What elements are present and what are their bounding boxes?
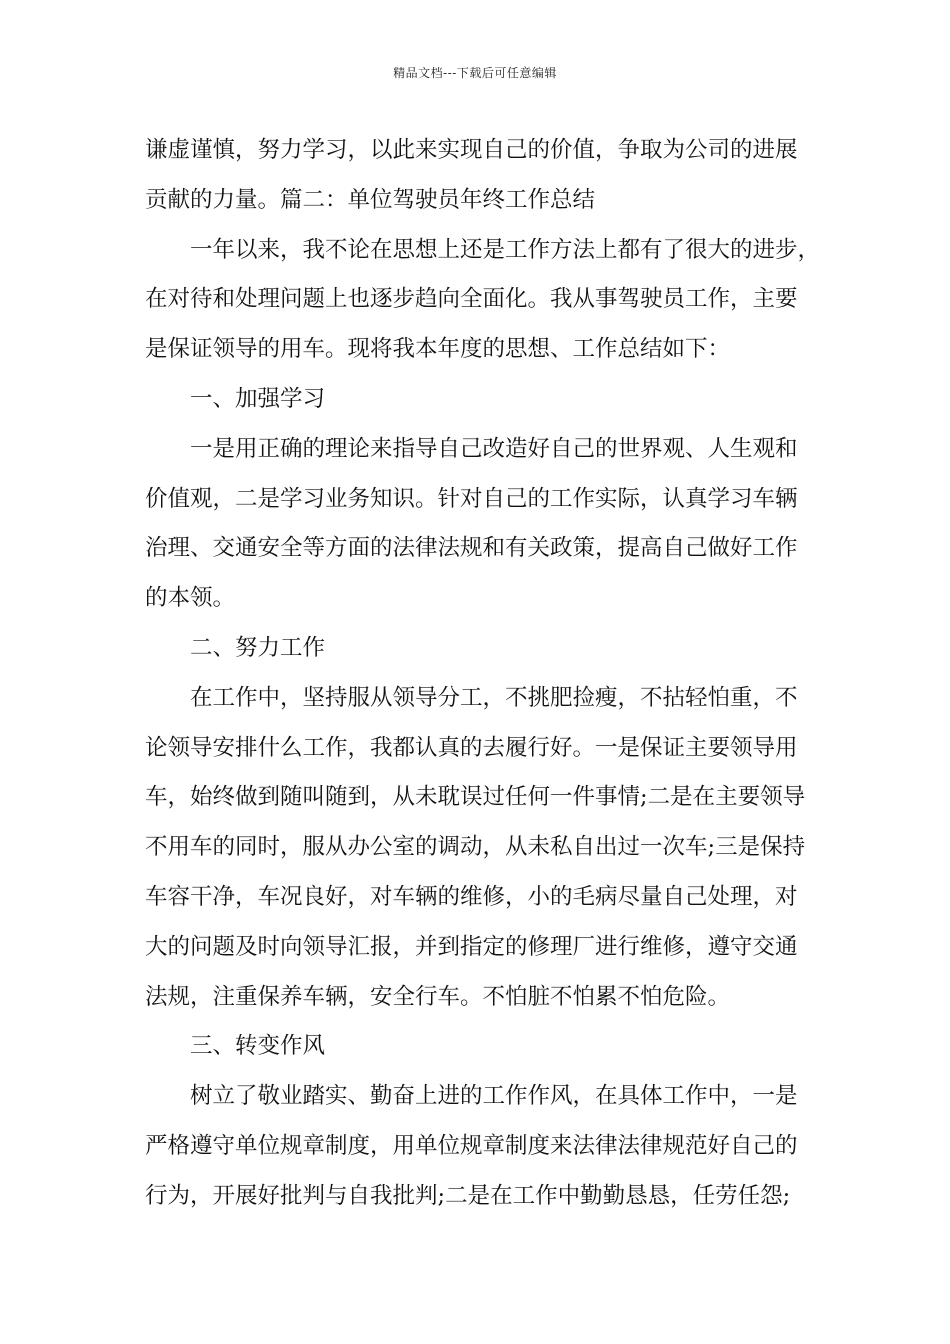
paragraph-start: 一年以来，我不论在思想上还是工作方法上都有了很大的进步，	[190, 236, 821, 263]
text-line: 是保证领导的用车。现将我本年度的思想、工作总结如下：	[145, 336, 731, 363]
text-line: 治理、交通安全等方面的法律法规和有关政策，提高自己做好工作	[145, 535, 798, 562]
text-line: 法规，注重保养车辆，安全行车。不怕脏不怕累不怕危险。	[145, 983, 731, 1010]
text-line: 不用车的同时，服从办公室的调动，从未私自出过一次车;三是保持	[145, 834, 806, 861]
text-line: 价值观，二是学习业务知识。针对自己的工作实际，认真学习车辆	[145, 485, 798, 512]
document-body	[145, 126, 825, 1222]
paragraph-start: 一是用正确的理论来指导自己改造好自己的世界观、人生观和	[190, 435, 798, 462]
text-line: 车容干净，车况良好，对车辆的维修，小的毛病尽量自己处理，对	[145, 883, 798, 910]
section-heading: 一、加强学习	[190, 385, 326, 412]
text-line: 论领导安排什么工作，我都认真的去履行好。一是保证主要领导用	[145, 734, 798, 761]
text-line: 严格遵守单位规章制度，用单位规章制度来法律法律规范好自己的	[145, 1132, 798, 1159]
text-line: 在对待和处理问题上也逐步趋向全面化。我从事驾驶员工作，主要	[145, 286, 798, 313]
paragraph-start: 树立了敬业踏实、勤奋上进的工作作风，在具体工作中，一是	[190, 1083, 798, 1110]
text-line: 贡献的力量。篇二：单位驾驶员年终工作总结	[145, 186, 596, 213]
text-line: 的本领。	[145, 585, 236, 612]
text-line: 谦虚谨慎，努力学习，以此来实现自己的价值，争取为公司的进展	[145, 137, 798, 163]
text-line: 行为，开展好批判与自我批判;二是在工作中勤勤恳恳，任劳任怨;	[145, 1182, 791, 1209]
section-heading: 三、转变作风	[190, 1033, 326, 1060]
paragraph-start: 在工作中，坚持服从领导分工，不挑肥捡瘦，不拈轻怕重，不	[190, 684, 798, 711]
text-line: 车，始终做到随叫随到，从未耽误过任何一件事情;二是在主要领导	[145, 784, 806, 811]
page-header: 精品文档---下载后可任意编辑	[393, 66, 557, 80]
text-line: 大的问题及时向领导汇报，并到指定的修理厂进行维修，遵守交通	[145, 933, 798, 960]
section-heading: 二、努力工作	[190, 634, 326, 661]
